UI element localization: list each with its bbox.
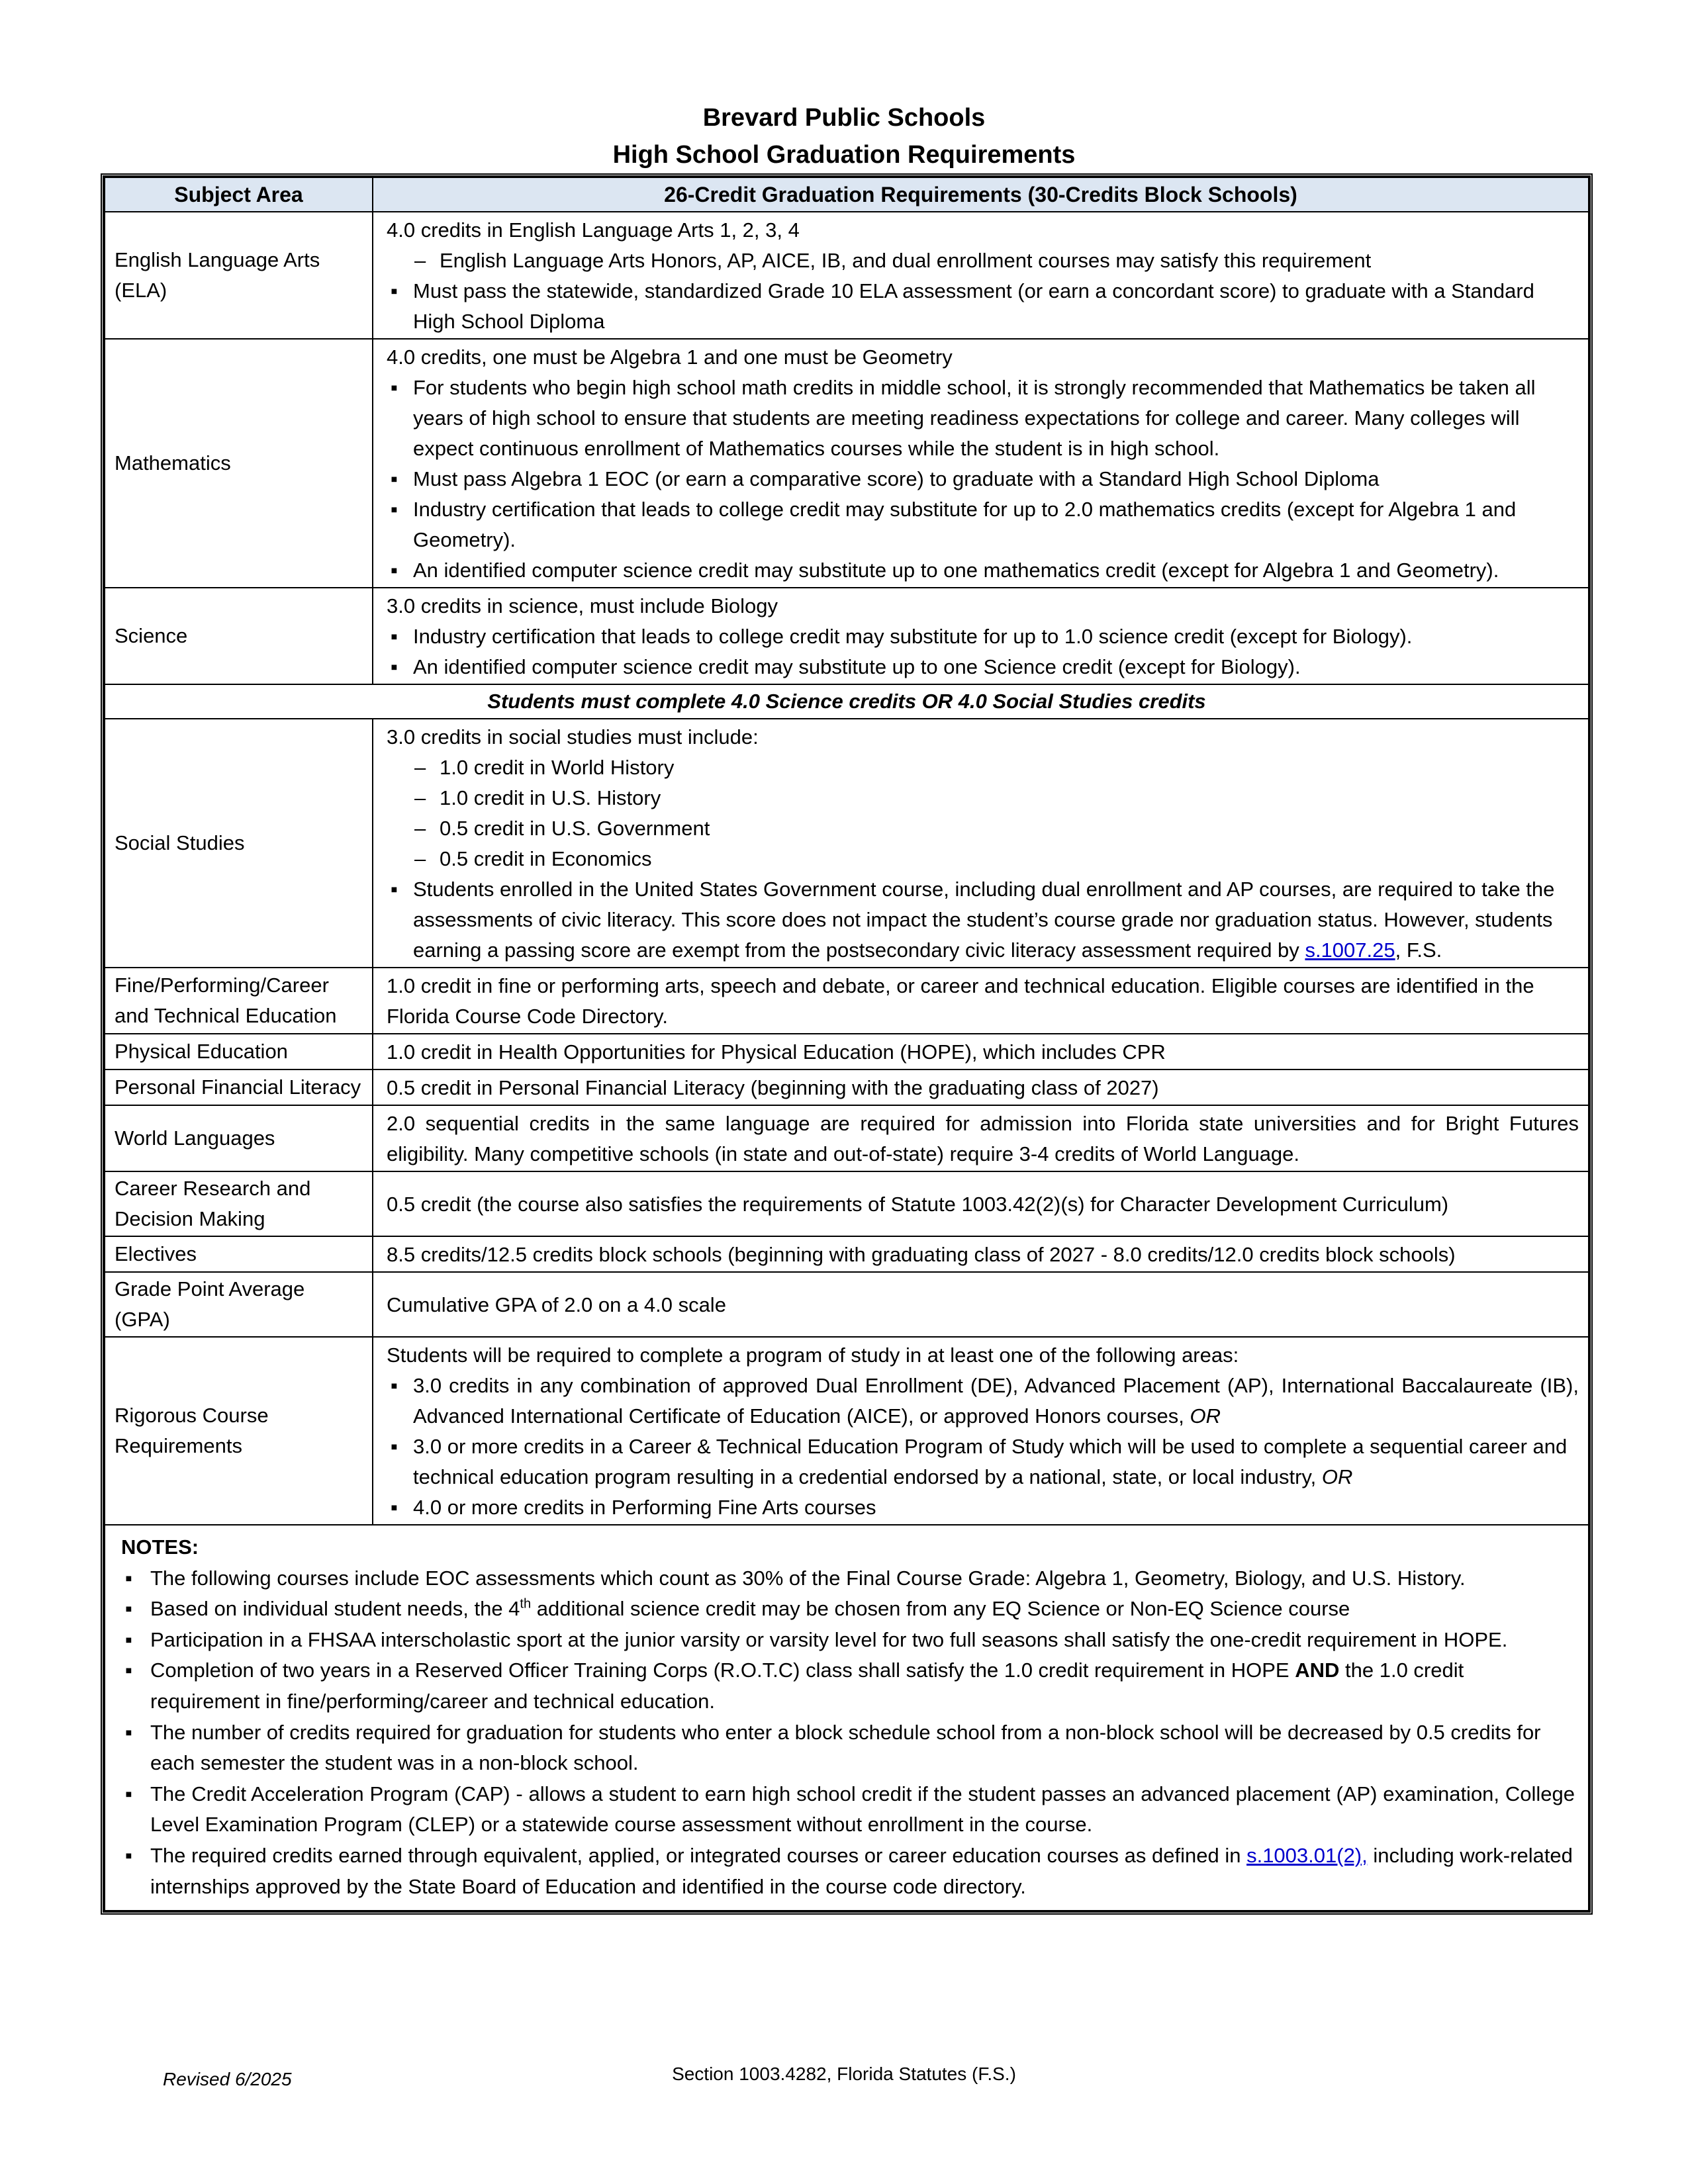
subject-gpa: Grade Point Average (GPA) [105, 1272, 373, 1337]
bullet-item: ▪ Industry certification that leads to college credit may substitute for up to 1.0 science credit (except for Biology). [391, 625, 1413, 648]
bullet-item: ▪ 3.0 credits in any combination of approved Dual Enrollment (DE), Advanced Placement (AP), International Baccalaureate (IB), Advanced International Certificate of Education (AICE), or approved Honors courses, OR [391, 1374, 1579, 1428]
subject-rigorous-courses: Rigorous Course Requirements [105, 1337, 373, 1525]
requirement-electives: 8.5 credits/12.5 credits block schools (beginning with graduating class of 2027 - 8.0 credits/12.0 credits block schools) [373, 1236, 1589, 1272]
dash-item: – English Language Arts Honors, AP, AICE, IB, and dual enrollment courses may satisfy this requirement [414, 249, 1372, 272]
bullet-item: ▪ For students who begin high school math credits in middle school, it is strongly recommended that Mathematics be taken all years of high school to ensure that students are meeting readiness expectations for college and career. Many colleges will expect continuous enrollment of Mathematics courses while the student is in high school. [391, 376, 1536, 460]
requirement-text: 3.0 credits in social studies must include: [387, 725, 759, 749]
requirement-science [373, 588, 1589, 684]
table-row [105, 1105, 1589, 1171]
table-row [105, 1337, 1589, 1525]
table-row [105, 719, 1589, 968]
requirement-text: 3.0 credits in science, must include Biology [387, 594, 778, 617]
notes-heading: NOTES: [121, 1535, 199, 1559]
note-item: ▪ The Credit Acceleration Program (CAP) - allows a student to earn high school credit if the student passes an advanced placement (AP) examination, College Level Examination Program (CLEP) or a statewide course assessment without enrollment in the course. [125, 1782, 1575, 1837]
statute-link-1003-01[interactable]: s.1003.01(2), [1246, 1843, 1368, 1867]
table-row [105, 1272, 1589, 1337]
bullet-item: ▪ An identified computer science credit may substitute up to one Science credit (except for Biology). [391, 655, 1301, 678]
table-row [105, 588, 1589, 684]
table-row [105, 1034, 1589, 1069]
requirement-gpa: Cumulative GPA of 2.0 on a 4.0 scale [373, 1272, 1589, 1337]
subject-world-languages: World Languages [105, 1105, 373, 1171]
note-item: ▪ Based on individual student needs, the 4th additional science credit may be chosen from any EQ Science or Non-EQ Science course [125, 1596, 1350, 1621]
document-title: Brevard Public Schools [702, 104, 986, 132]
bullet-item: ▪ Industry certification that leads to college credit may substitute for up to 2.0 mathematics credits (except for Algebra 1 and Geometry). [391, 498, 1517, 551]
requirement-text: 4.0 credits in English Language Arts 1, 2, 3, 4 [387, 218, 800, 242]
subject-electives: Electives [105, 1236, 373, 1272]
table-row [105, 1069, 1589, 1105]
requirement-career-research: 0.5 credit (the course also satisfies the requirements of Statute 1003.42(2)(s) for Character Development Curriculum) [373, 1171, 1589, 1236]
requirement-rigorous-courses [373, 1337, 1589, 1525]
revised-date: Revised 6/2025 [163, 2069, 292, 2089]
bullet-item: ▪ Must pass Algebra 1 EOC (or earn a comparative score) to graduate with a Standard High School Diploma [391, 467, 1380, 490]
notes-section [104, 1525, 1589, 1911]
table-row [105, 968, 1589, 1034]
table-row [105, 684, 1589, 719]
science-or-social-note: Students must complete 4.0 Science credits OR 4.0 Social Studies credits [105, 684, 1589, 719]
bullet-item: ▪ An identified computer science credit may substitute up to one mathematics credit (except for Algebra 1 and Geometry). [391, 559, 1499, 582]
requirements-header: 26-Credit Graduation Requirements (30-Credits Block Schools) [373, 177, 1589, 212]
note-item: ▪ The required credits earned through equivalent, applied, or integrated courses or career education courses as defined in s.1003.01(2), including work-related internships approved by the State Board of Education and identified in the course code directory. [125, 1843, 1573, 1898]
subject-mathematics: Mathematics [105, 339, 373, 588]
subject-ela: English Language Arts (ELA) [105, 212, 373, 339]
bullet-item: ▪ 3.0 or more credits in a Career & Technical Education Program of Study which will be used to complete a sequential career and technical education program resulting in a credential endorsed by a national, state, or local industry, OR [391, 1435, 1568, 1488]
statute-link-1007-25[interactable]: s.1007.25 [1305, 938, 1395, 962]
note-item: ▪ The following courses include EOC assessments which count as 30% of the Final Course Grade: Algebra 1, Geometry, Biology, and U.S. History. [125, 1566, 1466, 1590]
statute-reference: Section 1003.4282, Florida Statutes (F.S.) [672, 2064, 1016, 2084]
dash-item: – 0.5 credit in Economics [414, 847, 652, 870]
requirement-financial-literacy: 0.5 credit in Personal Financial Literacy (beginning with the graduating class of 2027) [373, 1069, 1589, 1105]
requirement-ela [373, 212, 1589, 339]
table-row [105, 212, 1589, 339]
document-subtitle: High School Graduation Requirements [612, 141, 1076, 169]
bullet-item: ▪ Students enrolled in the United States Government course, including dual enrollment and AP courses, are required to take the assessments of civic literacy. This score does not impact the student’s course grade nor graduation status. However, students earning a passing score are exempt from the postsecondary civic literacy assessment required by s.1007.25, F.S. [391, 878, 1555, 962]
requirement-text: 4.0 credits, one must be Algebra 1 and one must be Geometry [387, 345, 953, 369]
requirement-fine-arts: 1.0 credit in fine or performing arts, speech and debate, or career and technical education. Eligible courses are identified in the Florida Course Code Directory. [373, 968, 1589, 1034]
table-row [105, 339, 1589, 588]
dash-item: – 0.5 credit in U.S. Government [414, 817, 710, 840]
note-item: ▪ Participation in a FHSAA interscholastic sport at the junior varsity or varsity level for two full seasons shall satisfy the one-credit requirement in HOPE. [125, 1627, 1508, 1651]
table-header-row [105, 177, 1589, 212]
bullet-item: ▪ 4.0 or more credits in Performing Fine Arts courses [391, 1496, 876, 1519]
subject-physical-education: Physical Education [105, 1034, 373, 1069]
requirement-social-studies [373, 719, 1589, 968]
subject-career-research: Career Research and Decision Making [105, 1171, 373, 1236]
requirement-mathematics [373, 339, 1589, 588]
note-item: ▪ Completion of two years in a Reserved Officer Training Corps (R.O.T.C) class shall satisfy the 1.0 credit requirement in HOPE AND the 1.0 credit requirement in fine/performing/career and technical education. [125, 1659, 1464, 1713]
dash-item: – 1.0 credit in World History [414, 756, 675, 779]
table-row [105, 1236, 1589, 1272]
subject-social-studies: Social Studies [105, 719, 373, 968]
subject-science: Science [105, 588, 373, 684]
requirement-text: Students will be required to complete a program of study in at least one of the following areas: [387, 1343, 1239, 1367]
subject-financial-literacy: Personal Financial Literacy [105, 1069, 373, 1105]
requirements-table [104, 177, 1589, 1525]
note-item: ▪ The number of credits required for graduation for students who enter a block schedule school from a non-block school will be decreased by 0.5 credits for each semester the student was in a non-block school. [125, 1720, 1541, 1775]
table-row [105, 1171, 1589, 1236]
requirement-world-languages: 2.0 sequential credits in the same language are required for admission into Florida state universities and for Bright Futures eligibility. Many competitive schools (in state and out-of-state) require 3-4 credits of World Language. [373, 1105, 1589, 1171]
bullet-item: ▪ Must pass the statewide, standardized Grade 10 ELA assessment (or earn a concordant score) to graduate with a Standard High School Diploma [391, 279, 1534, 333]
subject-fine-arts: Fine/Performing/Career and Technical Education [105, 968, 373, 1034]
subject-area-header: Subject Area [105, 177, 373, 212]
requirements-frame [101, 173, 1593, 1915]
dash-item: – 1.0 credit in U.S. History [414, 786, 661, 809]
requirement-physical-education: 1.0 credit in Health Opportunities for Physical Education (HOPE), which includes CPR [373, 1034, 1589, 1069]
